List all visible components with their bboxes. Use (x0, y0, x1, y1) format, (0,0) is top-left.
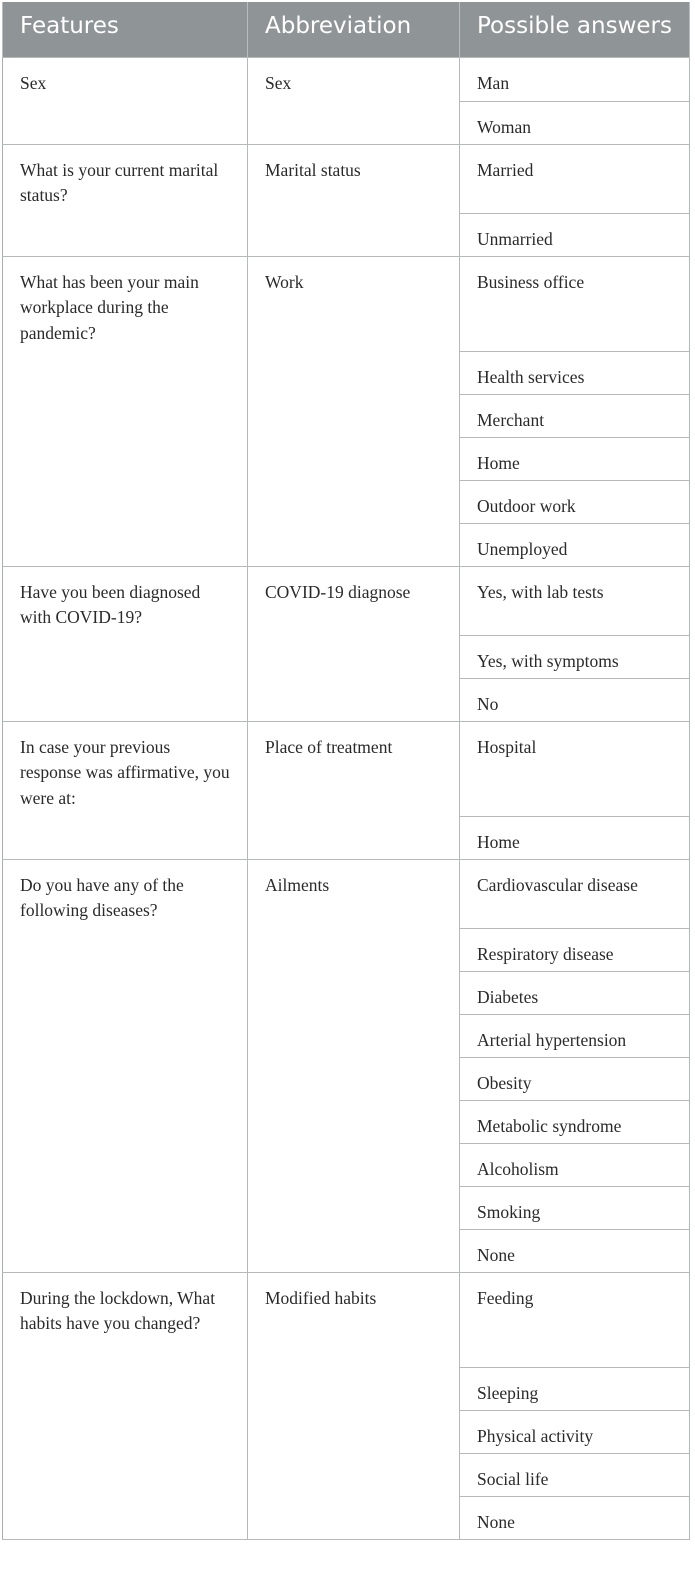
abbreviation-cell: Place of treatment (248, 721, 460, 859)
table-row (3, 566, 690, 635)
answer-cell: Diabetes (460, 971, 690, 1014)
answer-cell: Unemployed (460, 523, 690, 566)
answer-cell: Married (460, 144, 690, 213)
answer-cell: Merchant (460, 394, 690, 437)
answer-cell: Unmarried (460, 213, 690, 256)
table-row (3, 144, 690, 213)
answer-cell: Business office (460, 256, 690, 351)
answer-cell: Outdoor work (460, 480, 690, 523)
answer-cell: None (460, 1229, 690, 1272)
answer-cell: Hospital (460, 721, 690, 816)
answer-cell: Home (460, 816, 690, 859)
table-row (3, 721, 690, 816)
answer-cell: Arterial hypertension (460, 1014, 690, 1057)
table-row (3, 1272, 690, 1367)
survey-features-table (2, 2, 690, 1540)
feature-cell: During the lockdown, What habits have you changed? (3, 1272, 248, 1539)
feature-cell: In case your previous response was affirmative, you were at: (3, 721, 248, 859)
feature-cell: Do you have any of the following diseases? (3, 859, 248, 1272)
table-row (3, 57, 690, 101)
abbreviation-cell: COVID-19 diagnose (248, 566, 460, 721)
header-possible-answers: Possible answers (460, 2, 690, 57)
answer-cell: Alcoholism (460, 1143, 690, 1186)
answer-cell: Social life (460, 1453, 690, 1496)
table-row (3, 859, 690, 928)
feature-cell: What is your current marital status? (3, 144, 248, 256)
answer-cell: Sleeping (460, 1367, 690, 1410)
answer-cell: Respiratory disease (460, 928, 690, 971)
abbreviation-cell: Modified habits (248, 1272, 460, 1539)
answer-cell: Obesity (460, 1057, 690, 1100)
answer-cell: Home (460, 437, 690, 480)
answer-cell: Woman (460, 101, 690, 144)
answer-cell: Health services (460, 351, 690, 394)
answer-cell: Cardiovascular disease (460, 859, 690, 928)
answer-cell: Metabolic syndrome (460, 1100, 690, 1143)
table-row (3, 256, 690, 351)
feature-cell: Have you been diagnosed with COVID-19? (3, 566, 248, 721)
header-abbreviation: Abbreviation (248, 2, 460, 57)
abbreviation-cell: Ailments (248, 859, 460, 1272)
answer-cell: Man (460, 57, 690, 101)
answer-cell: Smoking (460, 1186, 690, 1229)
abbreviation-cell: Sex (248, 57, 460, 144)
table-body (3, 57, 690, 1539)
header-features: Features (3, 2, 248, 57)
answer-cell: Yes, with symptoms (460, 635, 690, 678)
abbreviation-cell: Marital status (248, 144, 460, 256)
table-header-row (3, 2, 690, 57)
answer-cell: None (460, 1496, 690, 1539)
abbreviation-cell: Work (248, 256, 460, 566)
answer-cell: Yes, with lab tests (460, 566, 690, 635)
answer-cell: No (460, 678, 690, 721)
feature-cell: What has been your main workplace during the pandemic? (3, 256, 248, 566)
answer-cell: Physical activity (460, 1410, 690, 1453)
answer-cell: Feeding (460, 1272, 690, 1367)
feature-cell: Sex (3, 57, 248, 144)
